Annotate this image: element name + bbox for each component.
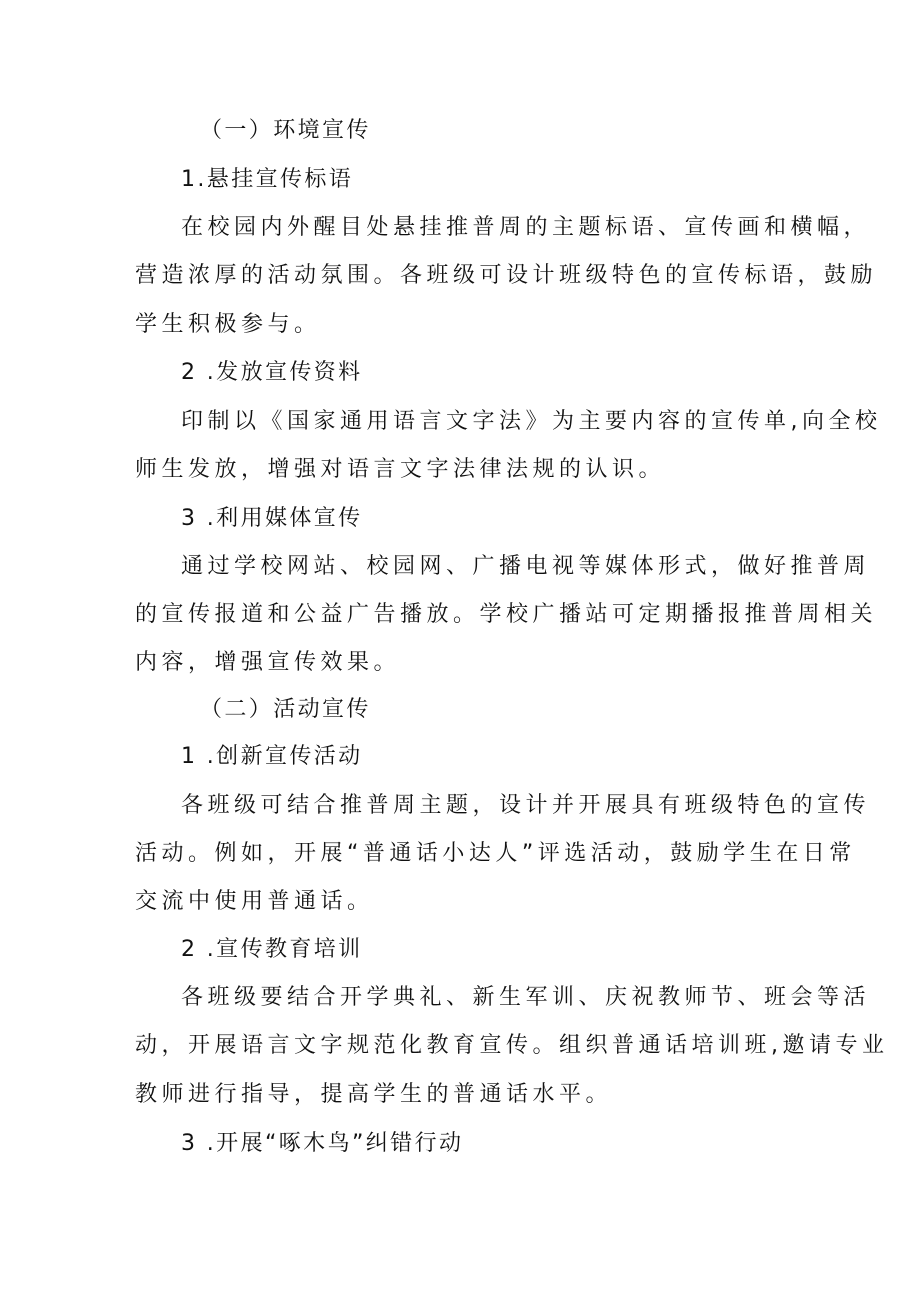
paragraph-line: 在校园内外醒目处悬挂推普周的主题标语、宣传画和横幅， — [181, 215, 871, 240]
paragraph-line: 学生积极参与。 — [135, 312, 321, 337]
paragraph-line: 的宣传报道和公益广告播放。学校广播站可定期播报推普周相关 — [135, 602, 878, 627]
item-title: 3 .利用媒体宣传 — [181, 506, 363, 531]
item-title: 3 .开展“啄木鸟”纠错行动 — [181, 1131, 464, 1156]
item-title: 2 .发放宣传资料 — [181, 360, 363, 385]
paragraph-line: 师生发放，增强对语言文字法律法规的认识。 — [135, 457, 666, 482]
paragraph-line: 内容，增强宣传效果。 — [135, 650, 401, 675]
section-heading: （一）环境宣传 — [200, 118, 371, 143]
paragraph-line: 交流中使用普通话。 — [135, 889, 374, 914]
paragraph-line: 印制以《国家通用语言文字法》为主要内容的宣传单,向全校 — [181, 409, 882, 434]
paragraph-line: 动，开展语言文字规范化教育宣传。组织普通话培训班,邀请专业 — [135, 1033, 889, 1058]
section-heading: （二）活动宣传 — [200, 697, 371, 722]
paragraph-line: 各班级要结合开学典礼、新生军训、庆祝教师节、班会等活 — [181, 985, 871, 1010]
paragraph-line: 通过学校网站、校园网、广播电视等媒体形式，做好推普周 — [181, 554, 871, 579]
item-title: 1 .创新宣传活动 — [181, 744, 363, 769]
paragraph-line: 各班级可结合推普周主题，设计并开展具有班级特色的宣传 — [181, 793, 871, 818]
paragraph-line: 活动。例如，开展“普通话小达人”评选活动，鼓励学生在日常 — [135, 841, 856, 866]
item-title: 1.悬挂宣传标语 — [181, 167, 354, 192]
paragraph-line: 教师进行指导，提高学生的普通话水平。 — [135, 1082, 613, 1107]
item-title: 2 .宣传教育培训 — [181, 937, 363, 962]
paragraph-line: 营造浓厚的活动氛围。各班级可设计班级特色的宣传标语，鼓励 — [135, 263, 878, 288]
